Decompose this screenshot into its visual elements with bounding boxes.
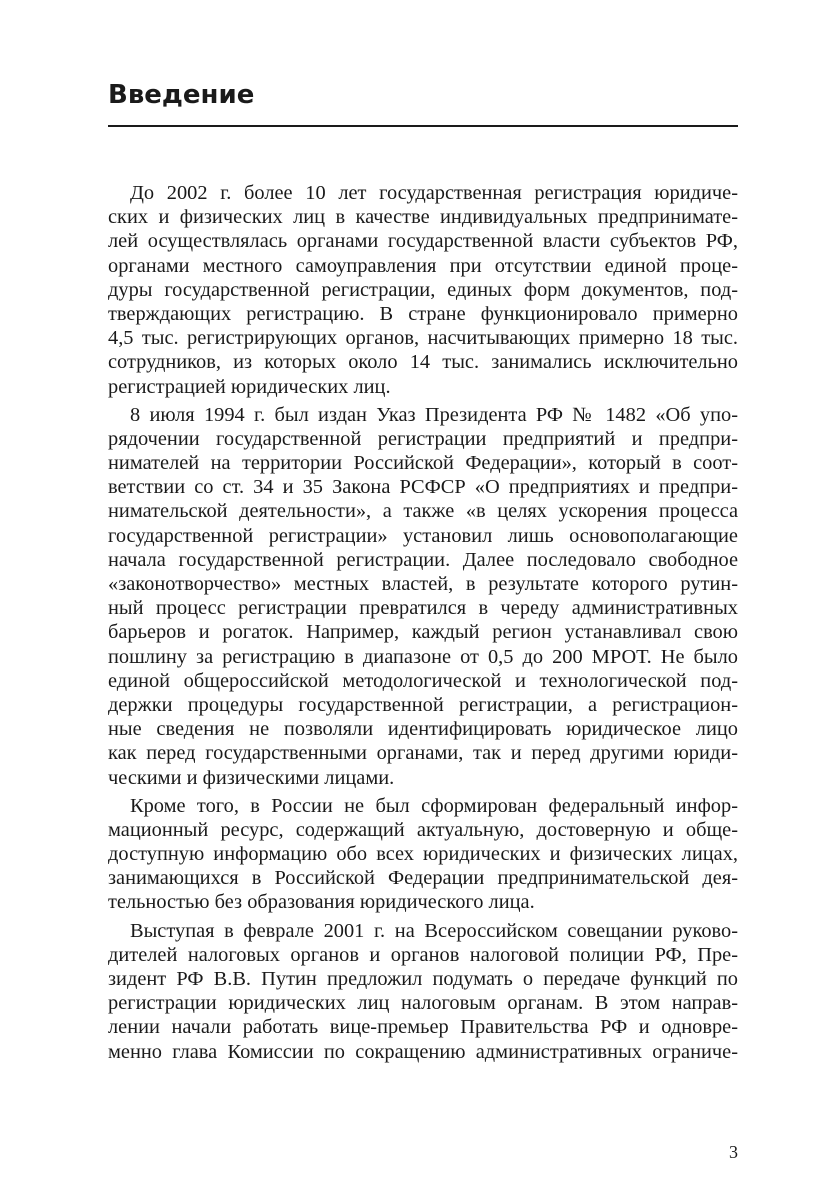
text-line: ный процесс регистрации превратился в череду административных xyxy=(108,597,738,620)
text-line: лении начали работать вице-премьер Правительства РФ и одновре- xyxy=(108,1016,738,1039)
text-line: нимательской деятельности», а также «в целях ускорения процесса xyxy=(108,500,738,523)
text-line: регистрации юридических лиц налоговым органам. В этом направ- xyxy=(108,992,738,1015)
text-line: До 2002 г. более 10 лет государственная регистрация юридиче- xyxy=(130,182,738,204)
text-line: ветствии со ст. 34 и 35 Закона РСФСР «О предприятиях и предпри- xyxy=(108,476,738,499)
text-line: барьеров и рогаток. Например, каждый регион устанавливал свою xyxy=(108,621,738,644)
text-line: рядочении государственной регистрации предприятий и предпри- xyxy=(108,427,738,450)
text-line: тверждающих регистрацию. В стране функционировало примерно xyxy=(108,302,738,325)
body-text xyxy=(108,181,738,1064)
text-line: регистрацией юридических лиц. xyxy=(108,375,391,398)
paragraph xyxy=(108,403,738,790)
text-line: органами местного самоуправления при отсутствии единой проце- xyxy=(108,254,738,277)
text-line: лей осуществлялась органами государственной власти субъектов РФ, xyxy=(108,230,738,253)
text-line: Кроме того, в России не был сформирован федеральный инфор- xyxy=(130,794,738,817)
text-line: доступную информацию обо всех юридических и физических лицах, xyxy=(108,843,738,866)
text-line: держки процедуры государственной регистрации, а регистрацион- xyxy=(108,693,738,716)
text-line: дителей налоговых органов и органов налоговой полиции РФ, Пре- xyxy=(108,943,738,966)
text-line: как перед государственными органами, так и перед другими юриди- xyxy=(108,742,738,765)
paragraph xyxy=(108,181,738,399)
text-line: единой общероссийской методологической и технологической под- xyxy=(108,669,738,692)
text-line: дуры государственной регистрации, единых форм документов, под- xyxy=(108,278,738,301)
text-line: 4,5 тыс. регистрирующих органов, насчитывающих примерно 18 тыс. xyxy=(108,327,738,350)
paragraph xyxy=(108,794,738,915)
text-line: занимающихся в Российской Федерации предпринимательской дея- xyxy=(108,867,738,890)
text-line: зидент РФ В.В. Путин предложил подумать о передаче функций по xyxy=(108,968,738,990)
text-line: ные сведения не позволяли идентифицировать юридическое лицо xyxy=(108,718,738,741)
text-line: менно глава Комиссии по сокращению административных ограниче- xyxy=(108,1040,738,1063)
page-title: Введение xyxy=(108,80,255,110)
title-underline xyxy=(108,125,738,127)
text-line: «законотворчество» местных властей, в результате которого рутин- xyxy=(108,573,738,595)
text-line: нимателей на территории Российской Федерации», который в соот- xyxy=(108,452,738,475)
text-line: 8 июля 1994 г. был издан Указ Президента РФ № 1482 «Об упо- xyxy=(130,403,738,426)
text-line: ческими и физическими лицами. xyxy=(108,766,395,789)
text-line: начала государственной регистрации. Далее последовало свободное xyxy=(108,548,738,571)
text-line: тельностью без образования юридического лица. xyxy=(108,891,535,914)
text-line: ских и физических лиц в качестве индивидуальных предпринимате- xyxy=(108,206,738,229)
page-number: 3 xyxy=(729,1142,738,1162)
paragraph xyxy=(108,919,738,1064)
text-line: пошлину за регистрацию в диапазоне от 0,5 до 200 МРОТ. Не было xyxy=(108,645,738,668)
text-line: сотрудников, из которых около 14 тыс. занимались исключительно xyxy=(108,351,738,374)
text-line: Выступая в феврале 2001 г. на Всероссийском совещании руково- xyxy=(130,919,738,942)
text-line: государственной регистрации» установил лишь основополагающие xyxy=(108,524,738,547)
text-line: мационный ресурс, содержащий актуальную, достоверную и обще- xyxy=(108,818,738,841)
